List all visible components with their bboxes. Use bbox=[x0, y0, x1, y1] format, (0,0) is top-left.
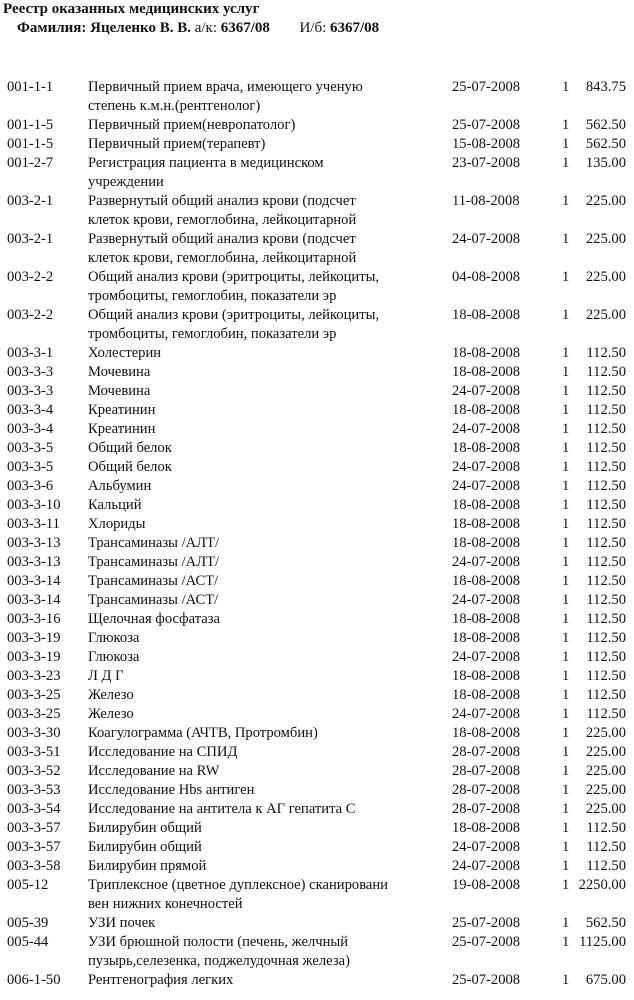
service-description-line: вен нижних конечностей bbox=[88, 896, 243, 912]
service-code: 003-3-19 bbox=[7, 630, 61, 646]
service-description bbox=[88, 743, 438, 762]
service-quantity: 1 bbox=[562, 592, 570, 608]
service-date: 04-08-2008 bbox=[452, 269, 521, 285]
service-code: 003-3-6 bbox=[7, 478, 54, 494]
service-code: 003-3-57 bbox=[7, 820, 61, 836]
service-price: 225.00 bbox=[585, 307, 626, 323]
service-description bbox=[88, 344, 438, 363]
service-quantity: 1 bbox=[562, 611, 570, 627]
service-code: 001-1-5 bbox=[7, 117, 54, 133]
service-date: 18-08-2008 bbox=[452, 440, 521, 456]
service-row bbox=[0, 838, 634, 857]
service-description-line: Глюкоза bbox=[88, 649, 140, 665]
service-price: 225.00 bbox=[585, 744, 626, 760]
service-description-line: Мочевина bbox=[88, 364, 151, 380]
service-code: 003-3-4 bbox=[7, 402, 54, 418]
service-date: 24-07-2008 bbox=[452, 592, 521, 608]
service-row bbox=[0, 876, 634, 914]
service-description bbox=[88, 876, 438, 914]
ib-number: 6367/08 bbox=[330, 20, 380, 36]
service-description-line: учреждении bbox=[88, 174, 164, 190]
service-code: 006-1-50 bbox=[7, 972, 61, 988]
service-description-line: Альбумин bbox=[88, 478, 152, 494]
service-description bbox=[88, 306, 438, 344]
service-code: 003-2-1 bbox=[7, 193, 54, 209]
service-quantity: 1 bbox=[562, 725, 570, 741]
service-code: 003-3-13 bbox=[7, 554, 61, 570]
service-description bbox=[88, 705, 438, 724]
service-quantity: 1 bbox=[562, 535, 570, 551]
service-quantity: 1 bbox=[562, 687, 570, 703]
service-code: 001-1-1 bbox=[7, 79, 54, 95]
service-row bbox=[0, 268, 634, 306]
service-description bbox=[88, 135, 438, 154]
service-date: 18-08-2008 bbox=[452, 402, 521, 418]
service-row bbox=[0, 439, 634, 458]
service-date: 24-07-2008 bbox=[452, 706, 521, 722]
service-quantity: 1 bbox=[562, 136, 570, 152]
service-description-line: Холестерин bbox=[88, 345, 162, 361]
service-description bbox=[88, 420, 438, 439]
service-row bbox=[0, 477, 634, 496]
service-date: 25-07-2008 bbox=[452, 972, 521, 988]
service-date: 25-07-2008 bbox=[452, 117, 521, 133]
service-row bbox=[0, 306, 634, 344]
service-quantity: 1 bbox=[562, 915, 570, 931]
service-date: 24-07-2008 bbox=[452, 478, 521, 494]
service-row bbox=[0, 781, 634, 800]
service-code: 003-3-14 bbox=[7, 592, 61, 608]
service-code: 003-3-54 bbox=[7, 801, 61, 817]
service-code: 005-44 bbox=[7, 934, 49, 950]
service-row bbox=[0, 458, 634, 477]
service-description-line: Хлориды bbox=[88, 516, 146, 532]
service-quantity: 1 bbox=[562, 972, 570, 988]
service-date: 18-08-2008 bbox=[452, 364, 521, 380]
service-code: 003-3-16 bbox=[7, 611, 61, 627]
service-quantity: 1 bbox=[562, 877, 570, 893]
service-code: 003-3-53 bbox=[7, 782, 61, 798]
service-quantity: 1 bbox=[562, 440, 570, 456]
service-description bbox=[88, 800, 438, 819]
service-price: 112.50 bbox=[586, 592, 626, 608]
service-code: 003-2-2 bbox=[7, 307, 54, 323]
service-price: 112.50 bbox=[586, 364, 626, 380]
service-code: 003-3-4 bbox=[7, 421, 54, 437]
service-description bbox=[88, 933, 438, 971]
service-row bbox=[0, 591, 634, 610]
service-code: 003-2-2 bbox=[7, 269, 54, 285]
service-date: 18-08-2008 bbox=[452, 820, 521, 836]
service-price: 112.50 bbox=[586, 630, 626, 646]
service-description-line: Креатинин bbox=[88, 402, 156, 418]
service-date: 18-08-2008 bbox=[452, 668, 521, 684]
service-description bbox=[88, 553, 438, 572]
service-quantity: 1 bbox=[562, 649, 570, 665]
service-date: 19-08-2008 bbox=[452, 877, 521, 893]
service-quantity: 1 bbox=[562, 706, 570, 722]
service-row bbox=[0, 800, 634, 819]
service-quantity: 1 bbox=[562, 402, 570, 418]
service-description-line: Исследование на RW bbox=[88, 763, 220, 779]
service-description-line: Рентгенография легких bbox=[88, 972, 234, 988]
service-code: 005-12 bbox=[7, 877, 49, 893]
service-description bbox=[88, 591, 438, 610]
service-quantity: 1 bbox=[562, 744, 570, 760]
service-description bbox=[88, 610, 438, 629]
service-description-line: УЗИ брюшной полости (печень, желчный bbox=[88, 934, 349, 950]
service-date: 23-07-2008 bbox=[452, 155, 521, 171]
service-description bbox=[88, 230, 438, 268]
service-row bbox=[0, 230, 634, 268]
service-row bbox=[0, 496, 634, 515]
service-date: 18-08-2008 bbox=[452, 345, 521, 361]
service-description-line: Трансаминазы /АСТ/ bbox=[88, 573, 219, 589]
service-date: 11-08-2008 bbox=[452, 193, 520, 209]
service-row bbox=[0, 154, 634, 192]
service-description bbox=[88, 971, 438, 990]
service-quantity: 1 bbox=[562, 934, 570, 950]
service-description bbox=[88, 496, 438, 515]
service-price: 112.50 bbox=[586, 440, 626, 456]
service-description-line: Исследование Hbs антиген bbox=[88, 782, 255, 798]
service-code: 003-3-57 bbox=[7, 839, 61, 855]
service-description-line: Триплексное (цветное дуплексное) сканировани bbox=[88, 877, 388, 893]
service-description bbox=[88, 686, 438, 705]
service-description bbox=[88, 819, 438, 838]
service-date: 24-07-2008 bbox=[452, 383, 521, 399]
service-code: 001-2-7 bbox=[7, 155, 54, 171]
service-description bbox=[88, 363, 438, 382]
service-quantity: 1 bbox=[562, 801, 570, 817]
service-row bbox=[0, 971, 634, 990]
service-description bbox=[88, 572, 438, 591]
service-date: 24-07-2008 bbox=[452, 231, 521, 247]
service-code: 003-3-25 bbox=[7, 706, 61, 722]
service-description-line: Исследование на СПИД bbox=[88, 744, 238, 760]
service-code: 003-3-23 bbox=[7, 668, 61, 684]
service-date: 18-08-2008 bbox=[452, 516, 521, 532]
service-quantity: 1 bbox=[562, 573, 570, 589]
service-price: 112.50 bbox=[586, 611, 626, 627]
service-code: 003-3-52 bbox=[7, 763, 61, 779]
service-description-line: Регистрация пациента в медицинском bbox=[88, 155, 324, 171]
service-description-line: Глюкоза bbox=[88, 630, 140, 646]
service-description-line: Исследование на антитела к АГ гепатита С bbox=[88, 801, 356, 817]
service-description-line: Мочевина bbox=[88, 383, 151, 399]
service-row bbox=[0, 572, 634, 591]
service-price: 112.50 bbox=[586, 687, 626, 703]
service-quantity: 1 bbox=[562, 79, 570, 95]
service-description-line: Общий белок bbox=[88, 440, 172, 456]
service-price: 225.00 bbox=[585, 725, 626, 741]
service-description bbox=[88, 439, 438, 458]
service-description bbox=[88, 781, 438, 800]
service-date: 25-07-2008 bbox=[452, 915, 521, 931]
service-code: 003-3-3 bbox=[7, 383, 54, 399]
service-price: 135.00 bbox=[585, 155, 626, 171]
service-code: 003-3-3 bbox=[7, 364, 54, 380]
service-quantity: 1 bbox=[562, 820, 570, 836]
service-description-line: клеток крови, гемоглобина, лейкоцитарной bbox=[88, 212, 357, 228]
service-row bbox=[0, 724, 634, 743]
service-description-line: Щелочная фосфатаза bbox=[88, 611, 220, 627]
service-price: 225.00 bbox=[585, 231, 626, 247]
service-price: 843.75 bbox=[585, 79, 626, 95]
service-description bbox=[88, 154, 438, 192]
service-row bbox=[0, 610, 634, 629]
service-description bbox=[88, 515, 438, 534]
service-price: 112.50 bbox=[586, 839, 626, 855]
service-description-line: степень к.м.н.(рентгенолог) bbox=[88, 98, 261, 114]
service-description-line: Креатинин bbox=[88, 421, 156, 437]
service-price: 112.50 bbox=[586, 668, 626, 684]
service-description bbox=[88, 534, 438, 553]
service-price: 112.50 bbox=[586, 497, 626, 513]
service-description-line: Трансаминазы /АЛТ/ bbox=[88, 535, 220, 551]
service-row bbox=[0, 553, 634, 572]
document-header bbox=[3, 0, 379, 38]
service-description bbox=[88, 629, 438, 648]
service-description bbox=[88, 116, 438, 135]
service-date: 24-07-2008 bbox=[452, 649, 521, 665]
service-price: 112.50 bbox=[586, 649, 626, 665]
service-description-line: Первичный прием(невропатолог) bbox=[88, 117, 296, 133]
service-quantity: 1 bbox=[562, 782, 570, 798]
service-description-line: Общий анализ крови (эритроциты, лейкоциты, bbox=[88, 307, 380, 323]
service-quantity: 1 bbox=[562, 383, 570, 399]
service-row bbox=[0, 629, 634, 648]
service-quantity: 1 bbox=[562, 497, 570, 513]
service-row bbox=[0, 686, 634, 705]
service-row bbox=[0, 762, 634, 781]
service-row bbox=[0, 648, 634, 667]
services-list bbox=[0, 78, 634, 990]
service-description-line: Билирубин общий bbox=[88, 820, 202, 836]
service-quantity: 1 bbox=[562, 269, 570, 285]
ib-label: И/б: bbox=[299, 20, 327, 36]
service-date: 28-07-2008 bbox=[452, 801, 521, 817]
service-description bbox=[88, 268, 438, 306]
service-description-line: Коагулограмма (АЧТВ, Протромбин) bbox=[88, 725, 318, 741]
service-date: 25-07-2008 bbox=[452, 934, 521, 950]
service-quantity: 1 bbox=[562, 459, 570, 475]
service-description-line: Первичный прием(терапевт) bbox=[88, 136, 266, 152]
service-row bbox=[0, 420, 634, 439]
service-description bbox=[88, 667, 438, 686]
service-price: 562.50 bbox=[585, 915, 626, 931]
service-price: 225.00 bbox=[585, 269, 626, 285]
service-description-line: Первичный прием врача, имеющего ученую bbox=[88, 79, 363, 95]
service-quantity: 1 bbox=[562, 117, 570, 133]
service-price: 562.50 bbox=[585, 117, 626, 133]
service-code: 003-3-51 bbox=[7, 744, 61, 760]
service-code: 003-3-25 bbox=[7, 687, 61, 703]
service-description-line: тромбоциты, гемоглобин, показатели эр bbox=[88, 326, 337, 342]
service-description-line: Общий анализ крови (эритроциты, лейкоциты, bbox=[88, 269, 380, 285]
service-date: 28-07-2008 bbox=[452, 782, 521, 798]
service-date: 18-08-2008 bbox=[452, 687, 521, 703]
service-price: 112.50 bbox=[586, 421, 626, 437]
service-row bbox=[0, 819, 634, 838]
service-quantity: 1 bbox=[562, 364, 570, 380]
service-description bbox=[88, 477, 438, 496]
service-description bbox=[88, 78, 438, 116]
surname-label: Фамилия: bbox=[17, 20, 87, 36]
service-description-line: Билирубин прямой bbox=[88, 858, 207, 874]
service-row bbox=[0, 515, 634, 534]
service-price: 112.50 bbox=[586, 573, 626, 589]
service-quantity: 1 bbox=[562, 630, 570, 646]
service-code: 003-3-11 bbox=[7, 516, 60, 532]
service-quantity: 1 bbox=[562, 858, 570, 874]
service-description bbox=[88, 458, 438, 477]
service-price: 225.00 bbox=[585, 782, 626, 798]
service-description-line: Общий белок bbox=[88, 459, 172, 475]
service-code: 003-3-30 bbox=[7, 725, 61, 741]
service-description bbox=[88, 192, 438, 230]
service-row bbox=[0, 933, 634, 971]
service-quantity: 1 bbox=[562, 516, 570, 532]
service-price: 112.50 bbox=[586, 402, 626, 418]
service-date: 24-07-2008 bbox=[452, 421, 521, 437]
service-row bbox=[0, 705, 634, 724]
service-date: 24-07-2008 bbox=[452, 554, 521, 570]
service-code: 003-3-5 bbox=[7, 440, 54, 456]
ak-label: а/к: bbox=[194, 20, 218, 36]
service-price: 225.00 bbox=[585, 763, 626, 779]
service-price: 675.00 bbox=[585, 972, 626, 988]
service-description-line: Развернутый общий анализ крови (подсчет bbox=[88, 231, 356, 247]
service-price: 112.50 bbox=[586, 554, 626, 570]
service-code: 003-3-58 bbox=[7, 858, 61, 874]
service-price: 112.50 bbox=[586, 858, 626, 874]
service-code: 005-39 bbox=[7, 915, 49, 931]
service-description-line: пузырь,селезенка, поджелудочная железа) bbox=[88, 953, 350, 969]
service-price: 112.50 bbox=[586, 820, 626, 836]
service-description-line: Л Д Г bbox=[88, 668, 124, 684]
service-price: 112.50 bbox=[586, 478, 626, 494]
service-quantity: 1 bbox=[562, 478, 570, 494]
service-code: 003-3-19 bbox=[7, 649, 61, 665]
service-date: 24-07-2008 bbox=[452, 839, 521, 855]
service-row bbox=[0, 857, 634, 876]
service-description-line: Билирубин общий bbox=[88, 839, 202, 855]
service-row bbox=[0, 534, 634, 553]
service-row bbox=[0, 192, 634, 230]
service-price: 562.50 bbox=[585, 136, 626, 152]
service-date: 18-08-2008 bbox=[452, 611, 521, 627]
service-description-line: Развернутый общий анализ крови (подсчет bbox=[88, 193, 356, 209]
service-date: 24-07-2008 bbox=[452, 459, 521, 475]
service-quantity: 1 bbox=[562, 231, 570, 247]
service-code: 003-3-10 bbox=[7, 497, 61, 513]
service-description-line: Трансаминазы /АСТ/ bbox=[88, 592, 219, 608]
service-date: 25-07-2008 bbox=[452, 79, 521, 95]
service-date: 18-08-2008 bbox=[452, 573, 521, 589]
service-description-line: Железо bbox=[88, 687, 134, 703]
service-price: 225.00 bbox=[585, 801, 626, 817]
service-quantity: 1 bbox=[562, 193, 570, 209]
service-quantity: 1 bbox=[562, 763, 570, 779]
service-description bbox=[88, 724, 438, 743]
ak-number: 6367/08 bbox=[220, 20, 270, 36]
service-code: 001-1-5 bbox=[7, 136, 54, 152]
service-quantity: 1 bbox=[562, 421, 570, 437]
service-quantity: 1 bbox=[562, 345, 570, 361]
service-date: 28-07-2008 bbox=[452, 763, 521, 779]
service-row bbox=[0, 743, 634, 762]
document-title: Реестр оказанных медицинских услуг bbox=[3, 1, 260, 17]
service-description bbox=[88, 648, 438, 667]
service-row bbox=[0, 363, 634, 382]
service-row bbox=[0, 135, 634, 154]
service-description bbox=[88, 762, 438, 781]
service-date: 24-07-2008 bbox=[452, 858, 521, 874]
service-description-line: Трансаминазы /АЛТ/ bbox=[88, 554, 220, 570]
service-price: 112.50 bbox=[586, 535, 626, 551]
service-date: 15-08-2008 bbox=[452, 136, 521, 152]
service-price: 112.50 bbox=[586, 516, 626, 532]
service-description-line: тромбоциты, гемоглобин, показатели эр bbox=[88, 288, 337, 304]
service-description-line: Железо bbox=[88, 706, 134, 722]
service-price: 112.50 bbox=[586, 383, 626, 399]
service-date: 18-08-2008 bbox=[452, 307, 521, 323]
service-quantity: 1 bbox=[562, 307, 570, 323]
service-date: 18-08-2008 bbox=[452, 630, 521, 646]
service-description-line: УЗИ почек bbox=[88, 915, 156, 931]
service-code: 003-3-1 bbox=[7, 345, 54, 361]
service-date: 18-08-2008 bbox=[452, 725, 521, 741]
service-date: 18-08-2008 bbox=[452, 497, 521, 513]
service-price: 1125.00 bbox=[579, 934, 626, 950]
service-row bbox=[0, 78, 634, 116]
service-row bbox=[0, 344, 634, 363]
service-quantity: 1 bbox=[562, 554, 570, 570]
service-price: 112.50 bbox=[586, 706, 626, 722]
service-code: 003-3-14 bbox=[7, 573, 61, 589]
patient-info-line bbox=[3, 19, 379, 38]
service-description bbox=[88, 382, 438, 401]
service-code: 003-3-13 bbox=[7, 535, 61, 551]
service-date: 18-08-2008 bbox=[452, 535, 521, 551]
service-date: 28-07-2008 bbox=[452, 744, 521, 760]
service-row bbox=[0, 667, 634, 686]
service-code: 003-2-1 bbox=[7, 231, 54, 247]
service-row bbox=[0, 382, 634, 401]
service-description-line: Кальций bbox=[88, 497, 142, 513]
service-price: 225.00 bbox=[585, 193, 626, 209]
service-description bbox=[88, 914, 438, 933]
service-code: 003-3-5 bbox=[7, 459, 54, 475]
service-price: 2250.00 bbox=[578, 877, 626, 893]
service-description bbox=[88, 857, 438, 876]
service-price: 112.50 bbox=[586, 459, 626, 475]
service-row bbox=[0, 116, 634, 135]
service-quantity: 1 bbox=[562, 155, 570, 171]
service-quantity: 1 bbox=[562, 668, 570, 684]
service-description bbox=[88, 838, 438, 857]
service-row bbox=[0, 401, 634, 420]
service-row bbox=[0, 914, 634, 933]
service-description bbox=[88, 401, 438, 420]
patient-name: Яцеленко В. В. bbox=[90, 20, 191, 36]
service-price: 112.50 bbox=[586, 345, 626, 361]
service-quantity: 1 bbox=[562, 839, 570, 855]
service-description-line: клеток крови, гемоглобина, лейкоцитарной bbox=[88, 250, 357, 266]
